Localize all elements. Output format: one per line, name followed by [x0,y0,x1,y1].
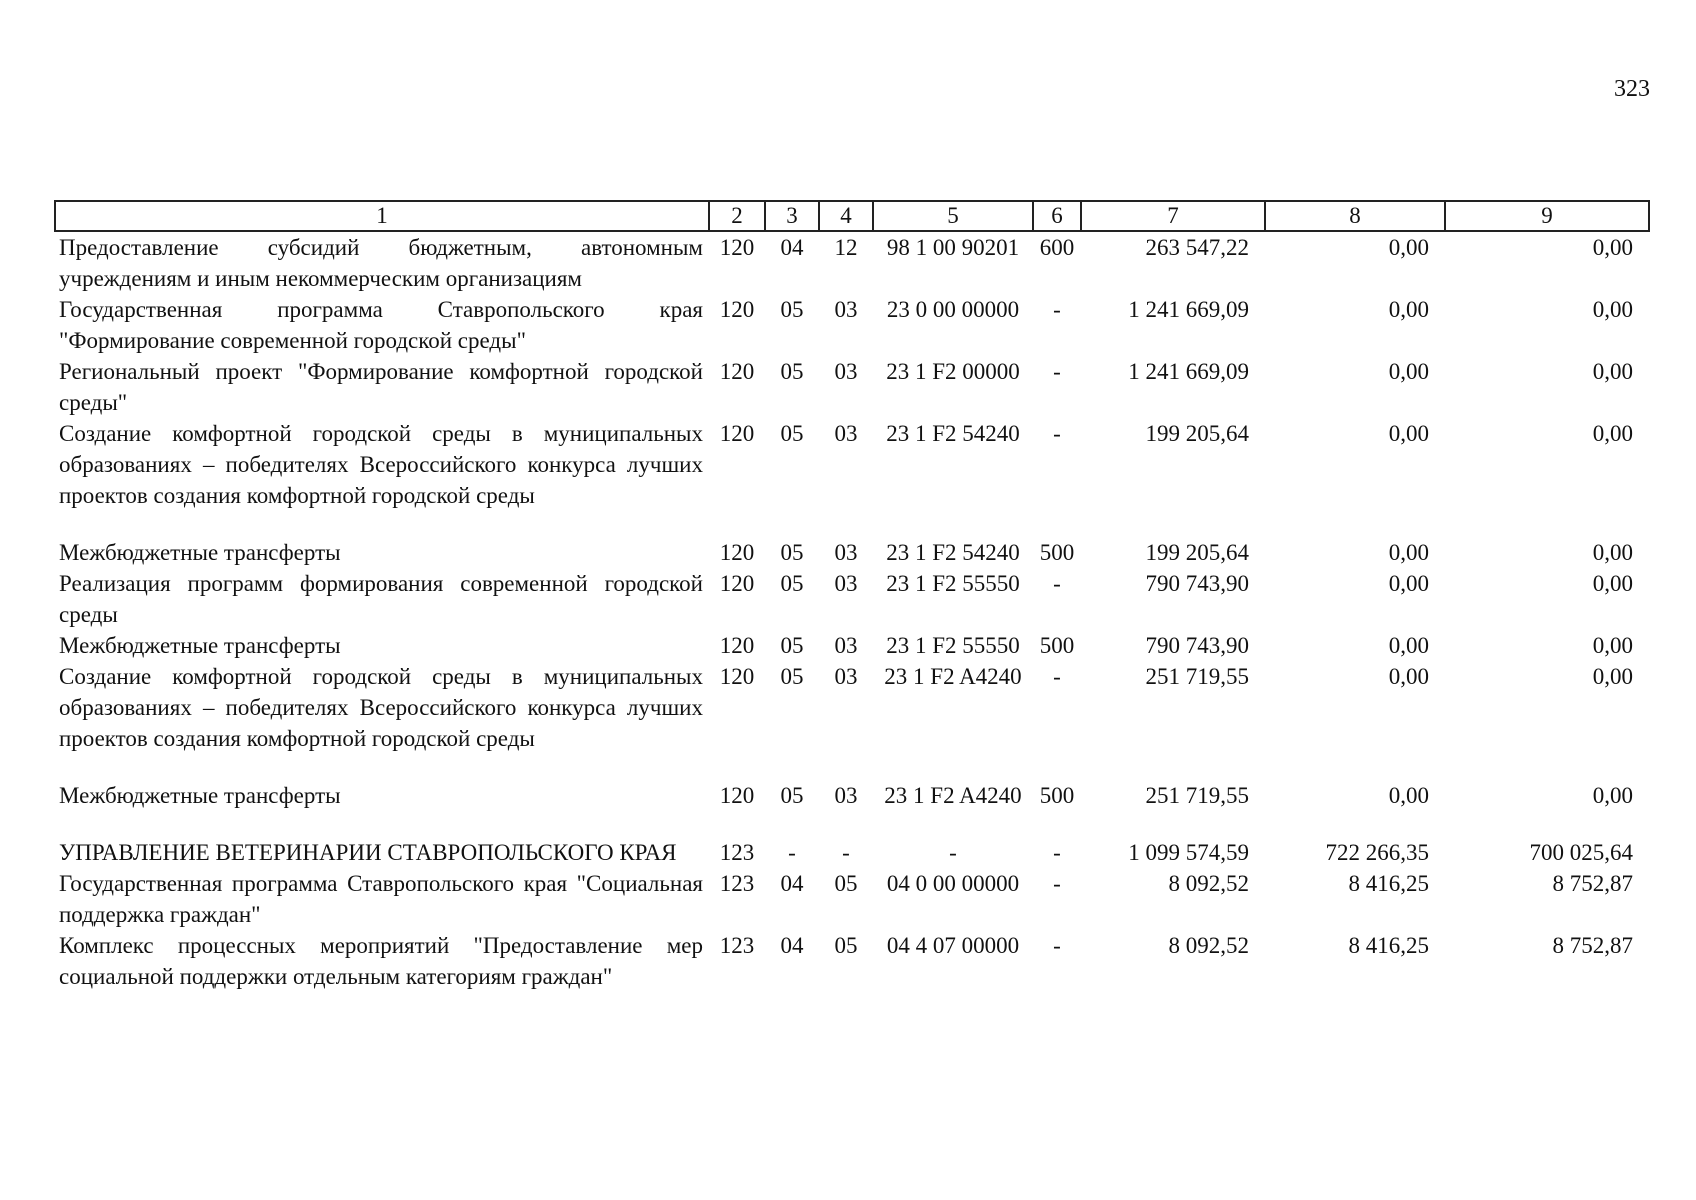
row-vr: 500 [1039,633,1075,658]
row-vr: - [1053,297,1061,322]
column-header: 3 [765,201,819,231]
row-value-1: 8 092,52 [1168,933,1249,958]
header-row [55,201,1649,231]
table-row [55,837,1649,868]
table-row [55,294,1649,356]
row-pr: 12 [834,235,858,260]
row-vr: 500 [1039,783,1075,808]
row-pr: 03 [834,359,858,384]
row-rz: 04 [780,235,804,260]
row-value-2: 0,00 [1388,235,1429,260]
table-row [55,868,1649,930]
row-gr: 120 [719,540,755,565]
row-vr: - [1053,840,1061,865]
row-gr: 120 [719,359,755,384]
row-vr: - [1053,871,1061,896]
budget-table [54,200,1650,992]
row-rz: 05 [780,571,804,596]
row-pr: 03 [834,783,858,808]
row-vr: - [1053,359,1061,384]
row-pr: - [842,840,850,865]
row-gr: 123 [719,840,755,865]
row-value-1: 1 241 669,09 [1128,297,1249,322]
column-header: 4 [819,201,873,231]
column-header: 6 [1033,201,1081,231]
row-pr: 03 [834,633,858,658]
row-value-3: 8 752,87 [1552,933,1633,958]
row-name: Межбюджетные трансферты [59,540,341,565]
row-csr: 23 1 F2 54240 [886,421,1020,446]
column-header: 1 [55,201,709,231]
table-row [55,568,1649,630]
row-name: Государственная программа Ставропольского края "Социальная поддержка граждан" [59,871,703,927]
column-header: 2 [709,201,765,231]
row-value-2: 8 416,25 [1348,871,1429,896]
row-rz: 05 [780,359,804,384]
table-row [55,418,1649,537]
row-rz: 05 [780,297,804,322]
row-csr: 04 0 00 00000 [886,871,1020,896]
table-row [55,780,1649,837]
row-value-3: 0,00 [1592,421,1633,446]
row-pr: 03 [834,540,858,565]
row-value-1: 251 719,55 [1145,783,1249,808]
row-vr: 500 [1039,540,1075,565]
row-csr: 23 1 F2 55550 [886,633,1020,658]
table-row [55,630,1649,661]
row-value-2: 0,00 [1388,421,1429,446]
row-value-2: 0,00 [1388,359,1429,384]
row-csr: 23 0 00 00000 [886,297,1020,322]
row-value-3: 0,00 [1592,359,1633,384]
row-rz: 05 [780,664,804,689]
row-vr: - [1053,571,1061,596]
column-header: 7 [1081,201,1265,231]
row-value-1: 199 205,64 [1145,540,1249,565]
row-gr: 120 [719,783,755,808]
table-row [55,231,1649,294]
row-value-3: 0,00 [1592,540,1633,565]
row-value-1: 1 099 574,59 [1128,840,1249,865]
row-vr: - [1053,664,1061,689]
table-row [55,930,1649,992]
row-gr: 120 [719,633,755,658]
row-name: Создание комфортной городской среды в муниципальных образованиях – победителях Всероссийского конкурса лучших проектов создания комфортной городской среды [59,664,703,751]
row-name: Межбюджетные трансферты [59,633,341,658]
row-csr: 23 1 F2 A4240 [884,783,1022,808]
row-rz: 04 [780,871,804,896]
row-csr: 04 4 07 00000 [886,933,1020,958]
row-pr: 03 [834,421,858,446]
row-vr: 600 [1039,235,1075,260]
row-csr: 98 1 00 90201 [886,235,1020,260]
row-name: УПРАВЛЕНИЕ ВЕТЕРИНАРИИ СТАВРОПОЛЬСКОГО КРАЯ [59,840,677,865]
row-value-2: 0,00 [1388,633,1429,658]
row-rz: - [788,840,796,865]
row-gr: 123 [719,933,755,958]
row-rz: 04 [780,933,804,958]
row-value-2: 0,00 [1388,664,1429,689]
row-gr: 120 [719,297,755,322]
row-name: Реализация программ формирования современной городской среды [59,571,703,627]
row-gr: 120 [719,571,755,596]
row-value-1: 199 205,64 [1145,421,1249,446]
row-name: Региональный проект "Формирование комфортной городской среды" [59,359,703,415]
row-value-3: 0,00 [1592,571,1633,596]
row-gr: 120 [719,421,755,446]
row-name: Предоставление субсидий бюджетным, автономным учреждениям и иным некоммерческим организациям [59,235,703,291]
row-pr: 05 [834,871,858,896]
row-value-2: 0,00 [1388,297,1429,322]
column-header: 5 [873,201,1033,231]
row-value-2: 0,00 [1388,783,1429,808]
row-rz: 05 [780,421,804,446]
row-gr: 123 [719,871,755,896]
row-value-2: 0,00 [1388,540,1429,565]
row-pr: 03 [834,664,858,689]
row-value-2: 8 416,25 [1348,933,1429,958]
column-header: 9 [1445,201,1649,231]
row-pr: 05 [834,933,858,958]
row-value-3: 0,00 [1592,783,1633,808]
row-csr: - [949,840,957,865]
row-pr: 03 [834,297,858,322]
row-name: Межбюджетные трансферты [59,783,341,808]
row-rz: 05 [780,783,804,808]
row-value-3: 0,00 [1592,297,1633,322]
row-value-1: 8 092,52 [1168,871,1249,896]
table-row [55,661,1649,780]
row-value-3: 8 752,87 [1552,871,1633,896]
row-name: Комплекс процессных мероприятий "Предоставление мер социальной поддержки отдельным категориям граждан" [59,933,703,989]
row-csr: 23 1 F2 A4240 [884,664,1022,689]
row-csr: 23 1 F2 00000 [886,359,1020,384]
row-value-1: 790 743,90 [1145,633,1249,658]
row-value-3: 0,00 [1592,235,1633,260]
row-vr: - [1053,933,1061,958]
row-value-3: 0,00 [1592,633,1633,658]
page-number: 323 [1614,76,1650,102]
table-row [55,537,1649,568]
row-gr: 120 [719,664,755,689]
row-vr: - [1053,421,1061,446]
row-pr: 03 [834,571,858,596]
row-csr: 23 1 F2 55550 [886,571,1020,596]
row-value-1: 263 547,22 [1145,235,1249,260]
row-rz: 05 [780,633,804,658]
row-rz: 05 [780,540,804,565]
row-name: Государственная программа Ставропольского края "Формирование современной городской среды" [59,297,703,353]
column-header: 8 [1265,201,1445,231]
row-value-3: 0,00 [1592,664,1633,689]
row-value-2: 722 266,35 [1325,840,1429,865]
row-gr: 120 [719,235,755,260]
row-name: Создание комфортной городской среды в муниципальных образованиях – победителях Всероссийского конкурса лучших проектов создания комфортной городской среды [59,421,703,508]
table-row [55,356,1649,418]
row-value-1: 251 719,55 [1145,664,1249,689]
row-value-1: 790 743,90 [1145,571,1249,596]
row-value-1: 1 241 669,09 [1128,359,1249,384]
row-value-3: 700 025,64 [1529,840,1633,865]
row-csr: 23 1 F2 54240 [886,540,1020,565]
row-value-2: 0,00 [1388,571,1429,596]
